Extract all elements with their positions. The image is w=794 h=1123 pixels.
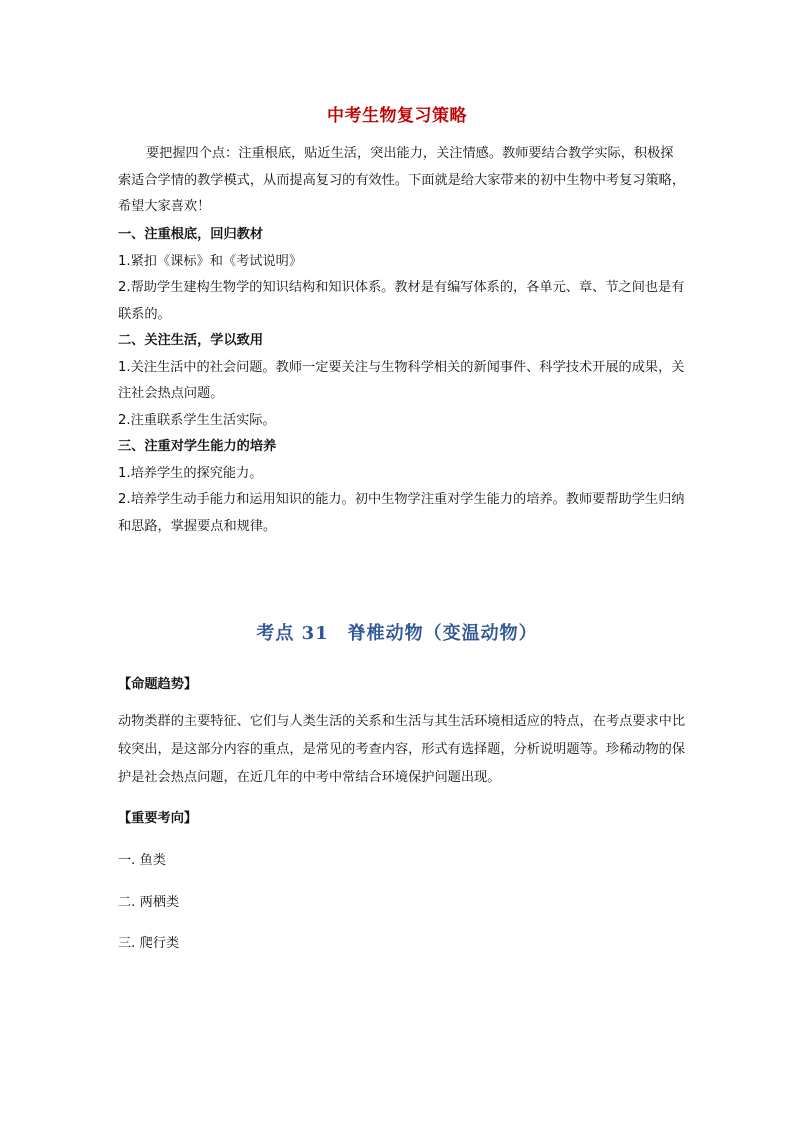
- page-title: 中考生物复习策略: [327, 106, 467, 126]
- trend-label: 【命题趋势】: [118, 677, 198, 692]
- direction-label: 【重要考向】: [118, 811, 198, 826]
- section-item: 2.帮助学生建构生物学的知识结构和知识体系。教材是有编写体系的，各单元、章、节之间也是有联系的。: [118, 280, 685, 322]
- direction-item: 三. 爬行类: [118, 936, 180, 951]
- section-item: 1.关注生活中的社会问题。教师一定要关注与生物科学相关的新闻事件、科学技术开展的成果，关注社会热点问题。: [118, 359, 685, 401]
- intro-paragraph: 要把握四个点：注重根底，贴近生活，突出能力，关注情感。教师要结合教学实际，积极探索适合学情的教学模式，从而提高复习的有效性。下面就是给大家带来的初中生物中考复习策略，希望大家喜欢！: [118, 146, 686, 214]
- trend-paragraph: 动物类群的主要特征、它们与人类生活的关系和生活与其生活环境相适应的特点，在考点要求中比较突出，是这部分内容的重点，是常见的考查内容，形式有选择题，分析说明题等。珍稀动物的保护是社会热点问题，在近几年的中考中常结合环境保护问题出现。: [118, 714, 686, 785]
- section-item: 2.注重联系学生生活实际。: [118, 412, 276, 428]
- section-item: 2.培养学生动手能力和运用知识的能力。初中生物学注重对学生能力的培养。教师要帮助学生归纳和思路，掌握要点和规律。: [118, 492, 685, 534]
- strategy-sections: [118, 222, 686, 540]
- section-heading: 一、注重根底，回归教材: [118, 227, 264, 242]
- direction-item: 二. 两栖类: [118, 895, 180, 910]
- direction-item: 一. 鱼类: [118, 853, 166, 868]
- section-item: 1.培养学生的探究能力。: [118, 465, 263, 481]
- section-item: 1.紧扣《课标》和《考试说明》: [118, 253, 303, 269]
- kaodian-title: 考点 31 脊椎动物（变温动物）: [256, 623, 538, 644]
- section-heading: 三、注重对学生能力的培养: [118, 439, 277, 454]
- section-heading: 二、关注生活，学以致用: [118, 333, 264, 348]
